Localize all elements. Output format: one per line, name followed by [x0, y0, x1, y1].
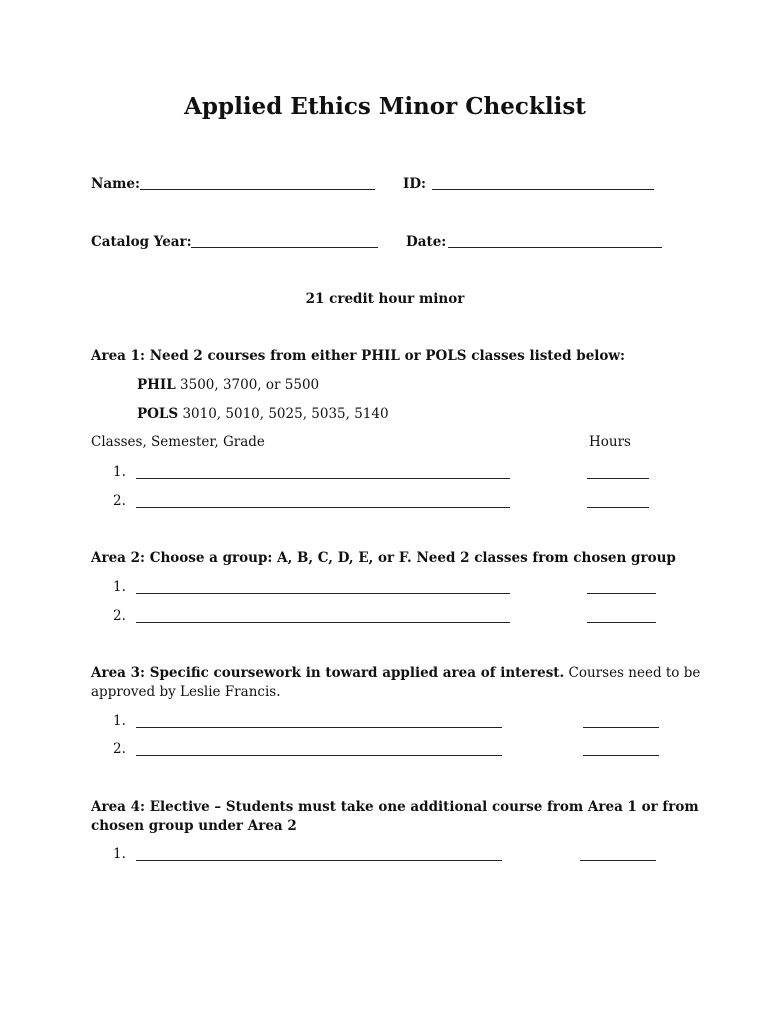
area3-row-number: 1. [113, 713, 126, 729]
area3-heading [91, 665, 700, 681]
area3-class-field[interactable] [136, 741, 502, 760]
area1-hours-field[interactable] [587, 493, 649, 512]
date-label: Date: [406, 234, 447, 250]
area3-class-field[interactable] [136, 713, 502, 732]
area2-class-field[interactable] [136, 608, 510, 627]
area4-class-field[interactable] [136, 846, 502, 865]
area2-row-number: 1. [113, 579, 126, 595]
area1-row-number: 2. [113, 493, 126, 509]
pols-courses: 3010, 5010, 5025, 5035, 5140 [182, 406, 389, 422]
area2-hours-field[interactable] [587, 608, 656, 627]
catalog-year-field[interactable] [191, 233, 378, 252]
area1-hours-field[interactable] [587, 464, 649, 483]
area1-row-number: 1. [113, 464, 126, 480]
area4-hours-field[interactable] [580, 846, 656, 865]
area3-heading-note: Courses need to be [568, 665, 701, 681]
credit-hours-note: 21 credit hour minor [305, 291, 465, 307]
area4-row-number: 1. [113, 846, 126, 862]
area2-class-field[interactable] [136, 579, 510, 598]
area2-heading: Area 2: Choose a group: A, B, C, D, E, or F. Need 2 classes from chosen group [91, 550, 676, 566]
area3-hours-field[interactable] [583, 741, 659, 760]
area1-class-field[interactable] [136, 493, 510, 512]
area1-phil-line [137, 377, 319, 393]
name-label: Name: [91, 176, 140, 192]
area4-heading: Area 4: Elective – Students must take one additional course from Area 1 or from [91, 799, 699, 815]
phil-courses: 3500, 3700, or 5500 [180, 377, 320, 393]
page-title: Applied Ethics Minor Checklist [184, 93, 586, 120]
catalog-year-label: Catalog Year: [91, 234, 192, 250]
area4-heading-cont: chosen group under Area 2 [91, 818, 297, 834]
area1-class-field[interactable] [136, 464, 510, 483]
pols-prefix: POLS [137, 406, 179, 422]
area2-hours-field[interactable] [587, 579, 656, 598]
phil-prefix: PHIL [137, 377, 176, 393]
date-field[interactable] [448, 233, 662, 252]
area3-row-number: 2. [113, 741, 126, 757]
area3-heading-bold: Area 3: Specific coursework in toward applied area of interest. [91, 665, 565, 681]
area3-heading-note-cont: approved by Leslie Francis. [91, 684, 281, 700]
area3-hours-field[interactable] [583, 713, 659, 732]
hours-column-header: Hours [589, 434, 631, 450]
area2-row-number: 2. [113, 608, 126, 624]
area1-pols-line [137, 406, 389, 422]
name-field[interactable] [140, 175, 375, 194]
classes-column-header: Classes, Semester, Grade [91, 434, 265, 450]
id-label: ID: [403, 176, 427, 192]
id-field[interactable] [432, 175, 654, 194]
area1-heading: Area 1: Need 2 courses from either PHIL or POLS classes listed below: [91, 348, 626, 364]
